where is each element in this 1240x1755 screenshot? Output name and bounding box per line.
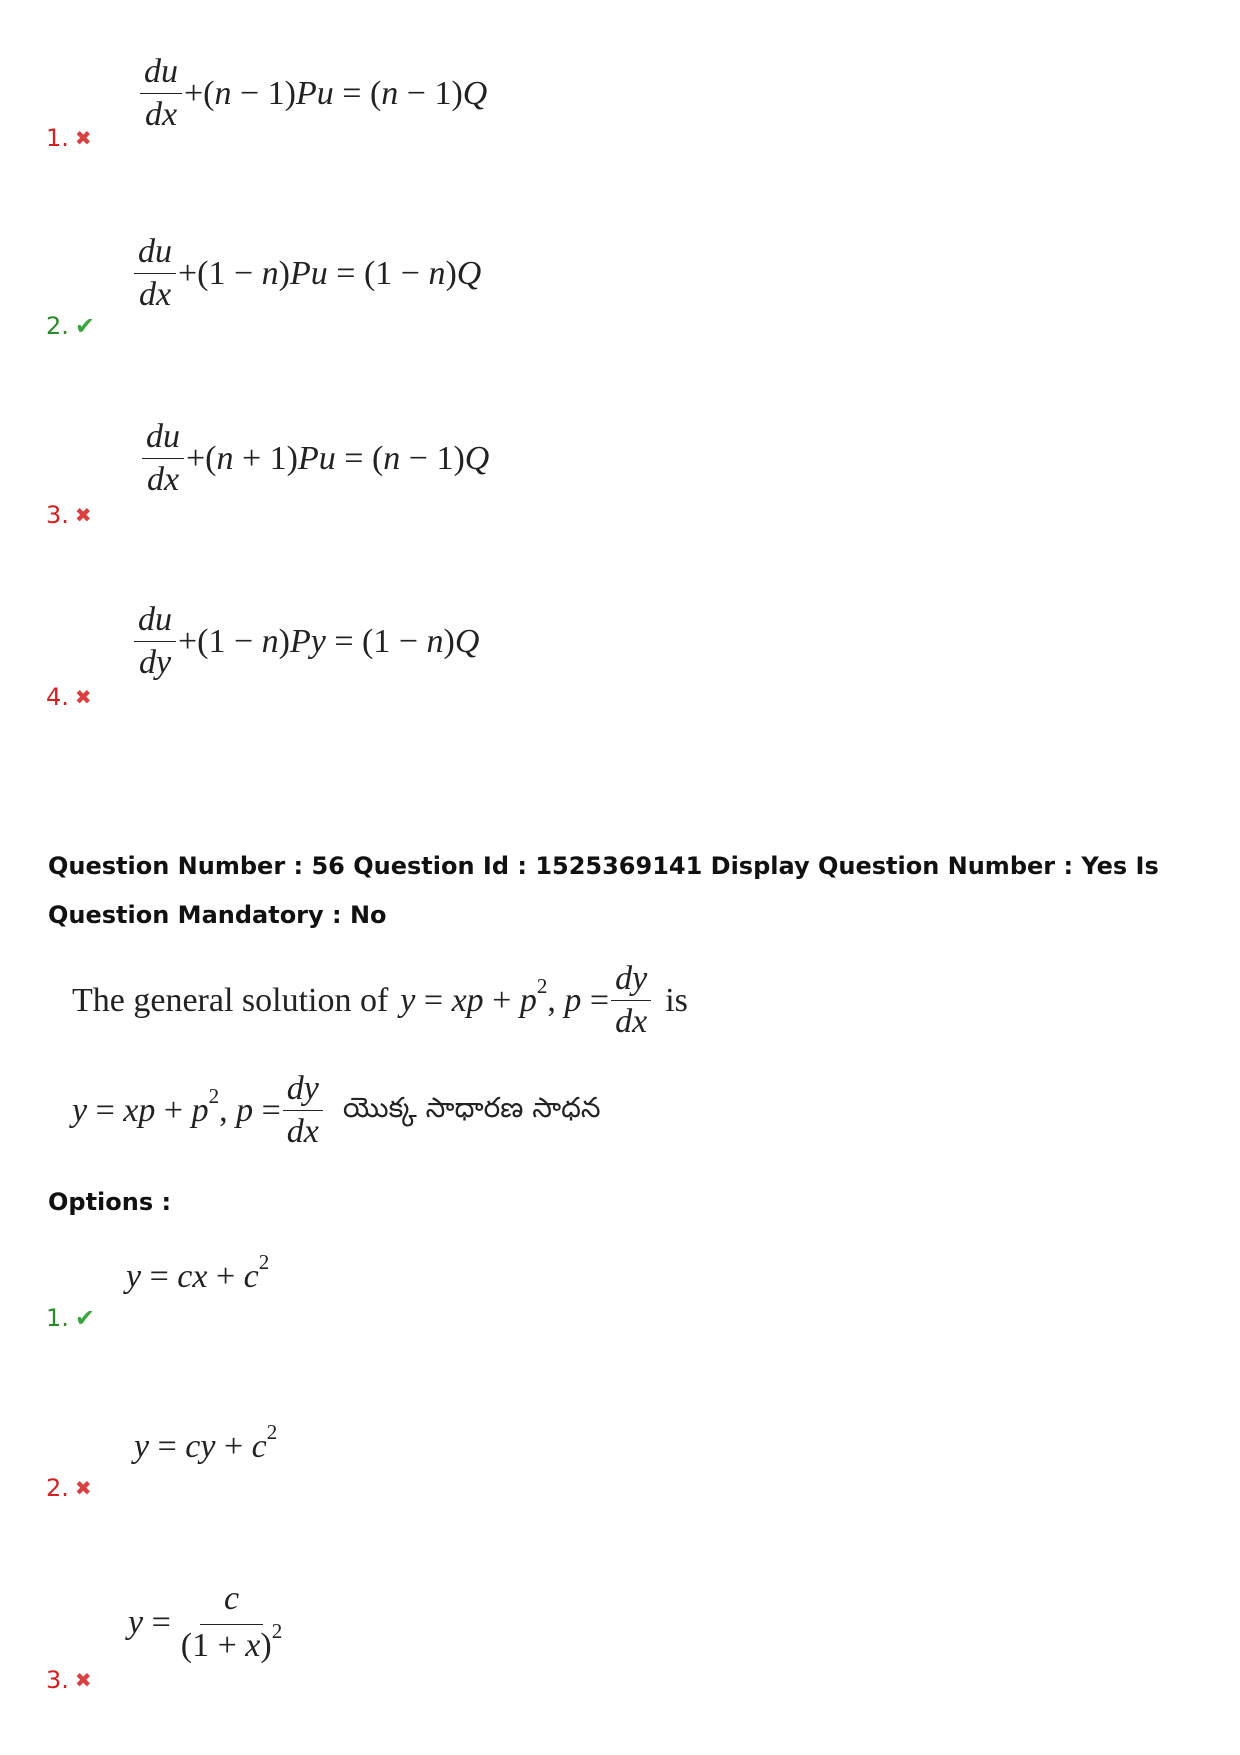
prev-option-4 [46, 683, 92, 711]
prev-option-1 [46, 124, 92, 152]
cross-icon: ✖ [74, 1476, 92, 1500]
option-1 [46, 1304, 95, 1332]
prev-option-4-formula: $\frac{du}{dy}$ +(1 − n)Py = (1 − n)Q [132, 603, 479, 680]
cross-icon: ✖ [74, 1668, 92, 1692]
prev-option-3 [46, 501, 92, 529]
option-number: 3. [46, 501, 69, 529]
question-stem-english: The general solution of y = xp + $p^2$, p = $\frac{dy}{dx}$ is [72, 960, 688, 1040]
option-3-formula: y = $\frac{c}{(1 + x)^2}$ [128, 1580, 283, 1664]
option-number: 2. [46, 1474, 69, 1502]
option-2-formula: y = cy + $c^2$ [134, 1420, 278, 1465]
check-icon: ✔ [74, 1304, 96, 1332]
prev-option-2-formula: $\frac{du}{dx}$ +(1 − n)Pu = (1 − n)Q [132, 235, 481, 312]
stem-suffix: is [665, 981, 688, 1019]
cross-icon: ✖ [74, 503, 92, 527]
prev-option-1-formula: $\frac{du}{dx}$ +(n − 1)Pu = (n − 1)Q [138, 55, 487, 132]
cross-icon: ✖ [74, 126, 92, 150]
option-number: 1. [46, 1304, 69, 1332]
prev-option-2 [46, 312, 95, 340]
question-header: Question Number : 56 Question Id : 1525369141 Display Question Number : Yes Is Question Mandatory : No [48, 852, 1159, 929]
option-number: 4. [46, 683, 69, 711]
stem-prefix: The general solution of [72, 981, 389, 1019]
check-icon: ✔ [74, 312, 96, 340]
option-2 [46, 1474, 92, 1502]
option-number: 2. [46, 312, 69, 340]
option-1-formula: y = cx + $c^2$ [126, 1250, 270, 1295]
question-stem-telugu: y = xp + $p^2$, p = $\frac{dy}{dx}$ యొక్క సాధారణ సాధన [72, 1070, 601, 1150]
prev-option-3-formula: $\frac{du}{dx}$ +(n + 1)Pu = (n − 1)Q [140, 420, 489, 497]
option-number: 3. [46, 1666, 69, 1694]
cross-icon: ✖ [74, 685, 92, 709]
options-label: Options : [48, 1188, 172, 1216]
option-3 [46, 1666, 92, 1694]
telugu-text: యొక్క సాధారణ సాధన [342, 1090, 601, 1124]
option-number: 1. [46, 124, 69, 152]
